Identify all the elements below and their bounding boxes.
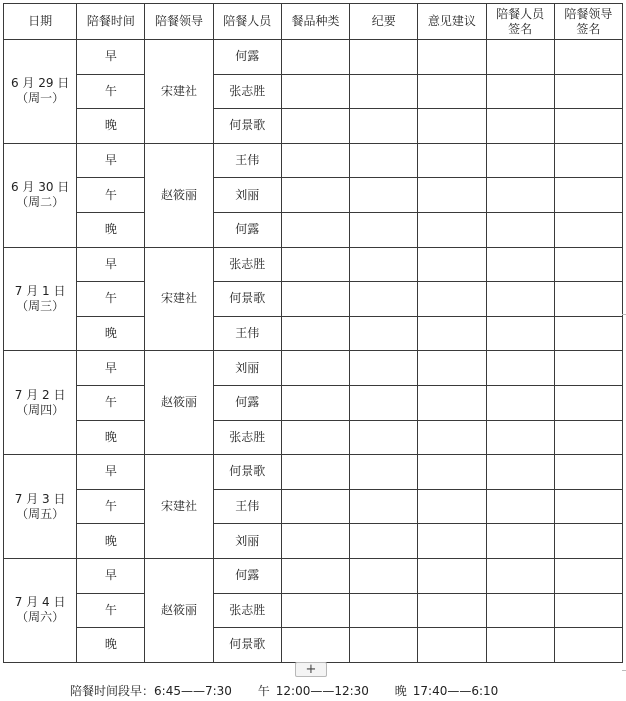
leader-cell: 赵筱丽 <box>145 558 213 662</box>
table-row <box>4 143 623 178</box>
staff-cell: 刘丽 <box>213 524 281 559</box>
notes-cell[interactable] <box>350 178 418 213</box>
suggestions-cell[interactable] <box>418 524 486 559</box>
food-type-cell[interactable] <box>281 40 349 75</box>
table-row <box>4 420 623 455</box>
suggestions-cell[interactable] <box>418 143 486 178</box>
leader-signature-cell[interactable] <box>554 593 622 628</box>
leader-signature-cell[interactable] <box>554 628 622 663</box>
food-type-cell[interactable] <box>281 143 349 178</box>
footer-label: 陪餐时间段早： <box>70 684 155 698</box>
weekday-text: （周六） <box>16 610 65 625</box>
table-row <box>4 385 623 420</box>
page-edge-marker <box>622 314 626 315</box>
meal-time-cell: 早 <box>77 247 145 282</box>
notes-cell[interactable] <box>350 247 418 282</box>
date-cell <box>4 351 77 455</box>
table-row <box>4 524 623 559</box>
food-type-cell[interactable] <box>281 385 349 420</box>
leader-signature-cell[interactable] <box>554 385 622 420</box>
notes-cell[interactable] <box>350 455 418 490</box>
meal-time-cell: 午 <box>77 74 145 109</box>
meal-time-cell: 早 <box>77 558 145 593</box>
staff-signature-cell[interactable] <box>486 455 554 490</box>
suggestions-cell[interactable] <box>418 489 486 524</box>
food-type-cell[interactable] <box>281 178 349 213</box>
leader-signature-cell[interactable] <box>554 212 622 247</box>
header-staff: 陪餐人员 <box>213 4 281 40</box>
leader-signature-cell[interactable] <box>554 420 622 455</box>
leader-cell: 宋建社 <box>145 40 213 144</box>
staff-cell: 何景歌 <box>213 282 281 317</box>
table-row <box>4 282 623 317</box>
notes-cell[interactable] <box>350 524 418 559</box>
meal-time-cell: 午 <box>77 489 145 524</box>
notes-cell[interactable] <box>350 282 418 317</box>
leader-signature-cell[interactable] <box>554 178 622 213</box>
food-type-cell[interactable] <box>281 74 349 109</box>
staff-signature-cell[interactable] <box>486 489 554 524</box>
meal-time-cell: 早 <box>77 351 145 386</box>
date-text: 6 月 30 日 <box>10 180 70 195</box>
leader-signature-cell[interactable] <box>554 351 622 386</box>
food-type-cell[interactable] <box>281 282 349 317</box>
table-row <box>4 455 623 490</box>
notes-cell[interactable] <box>350 385 418 420</box>
staff-signature-cell[interactable] <box>486 109 554 144</box>
notes-cell[interactable] <box>350 558 418 593</box>
meal-time-footer <box>70 682 498 698</box>
staff-cell: 刘丽 <box>213 351 281 386</box>
food-type-cell[interactable] <box>281 593 349 628</box>
table-row <box>4 40 623 75</box>
staff-signature-cell[interactable] <box>486 143 554 178</box>
meal-time-cell: 晚 <box>77 316 145 351</box>
staff-cell: 刘丽 <box>213 178 281 213</box>
suggestions-cell[interactable] <box>418 628 486 663</box>
table-row <box>4 109 623 144</box>
weekday-text: （周五） <box>16 506 65 521</box>
staff-signature-cell[interactable] <box>486 40 554 75</box>
suggestions-cell[interactable] <box>418 247 486 282</box>
footer-lunch-time: 12:00——12:30 <box>275 684 369 698</box>
weekday-text: （周四） <box>16 402 65 417</box>
leader-signature-cell[interactable] <box>554 247 622 282</box>
staff-cell: 何露 <box>213 212 281 247</box>
header-staff-signature-line1: 陪餐人员 <box>496 6 545 21</box>
suggestions-cell[interactable] <box>418 420 486 455</box>
staff-cell: 何景歌 <box>213 628 281 663</box>
date-text: 6 月 29 日 <box>10 76 70 91</box>
leader-signature-cell[interactable] <box>554 143 622 178</box>
header-leader: 陪餐领导 <box>145 4 213 40</box>
header-leader-signature-line2: 签名 <box>576 21 601 36</box>
notes-cell[interactable] <box>350 109 418 144</box>
suggestions-cell[interactable] <box>418 593 486 628</box>
date-text: 7 月 3 日 <box>14 491 66 506</box>
staff-signature-cell[interactable] <box>486 524 554 559</box>
header-food-type: 餐品种类 <box>281 4 349 40</box>
table-row <box>4 316 623 351</box>
food-type-cell[interactable] <box>281 455 349 490</box>
footer-dinner-time: 17:40——6:10 <box>412 684 499 698</box>
table-row <box>4 178 623 213</box>
meal-time-cell: 晚 <box>77 109 145 144</box>
meal-time-cell: 早 <box>77 40 145 75</box>
leader-signature-cell[interactable] <box>554 316 622 351</box>
staff-signature-cell[interactable] <box>486 420 554 455</box>
suggestions-cell[interactable] <box>418 109 486 144</box>
leader-signature-cell[interactable] <box>554 524 622 559</box>
table-row <box>4 628 623 663</box>
date-text: 7 月 1 日 <box>14 283 66 298</box>
staff-cell: 王伟 <box>213 143 281 178</box>
header-notes: 纪要 <box>350 4 418 40</box>
meal-time-cell: 早 <box>77 455 145 490</box>
add-row-button[interactable]: + <box>295 662 327 677</box>
header-date: 日期 <box>4 4 77 40</box>
leader-cell: 赵筱丽 <box>145 351 213 455</box>
staff-cell: 王伟 <box>213 489 281 524</box>
food-type-cell[interactable] <box>281 247 349 282</box>
staff-signature-cell[interactable] <box>486 558 554 593</box>
suggestions-cell[interactable] <box>418 455 486 490</box>
leader-signature-cell[interactable] <box>554 40 622 75</box>
food-type-cell[interactable] <box>281 109 349 144</box>
leader-cell: 宋建社 <box>145 455 213 559</box>
suggestions-cell[interactable] <box>418 558 486 593</box>
notes-cell[interactable] <box>350 212 418 247</box>
suggestions-cell[interactable] <box>418 385 486 420</box>
notes-cell[interactable] <box>350 593 418 628</box>
notes-cell[interactable] <box>350 74 418 109</box>
header-leader-signature <box>554 4 622 40</box>
food-type-cell[interactable] <box>281 489 349 524</box>
staff-signature-cell[interactable] <box>486 247 554 282</box>
suggestions-cell[interactable] <box>418 316 486 351</box>
staff-signature-cell[interactable] <box>486 593 554 628</box>
date-cell <box>4 247 77 351</box>
table-row <box>4 247 623 282</box>
suggestions-cell[interactable] <box>418 212 486 247</box>
table-row <box>4 212 623 247</box>
notes-cell[interactable] <box>350 143 418 178</box>
date-cell <box>4 40 77 144</box>
staff-signature-cell[interactable] <box>486 212 554 247</box>
table-row <box>4 593 623 628</box>
meal-time-cell: 晚 <box>77 524 145 559</box>
staff-cell: 何景歌 <box>213 455 281 490</box>
table-row <box>4 558 623 593</box>
notes-cell[interactable] <box>350 628 418 663</box>
table-row <box>4 489 623 524</box>
header-staff-signature-line2: 签名 <box>508 21 533 36</box>
date-cell <box>4 455 77 559</box>
staff-cell: 张志胜 <box>213 593 281 628</box>
table-row <box>4 74 623 109</box>
meal-accompaniment-schedule-table <box>3 3 623 663</box>
footer-dinner-label: 晚 <box>394 684 407 698</box>
food-type-cell[interactable] <box>281 420 349 455</box>
header-staff-signature <box>486 4 554 40</box>
date-cell <box>4 558 77 662</box>
staff-cell: 张志胜 <box>213 74 281 109</box>
meal-time-cell: 晚 <box>77 628 145 663</box>
footer-breakfast-time: 6:45——7:30 <box>154 684 232 698</box>
suggestions-cell[interactable] <box>418 178 486 213</box>
leader-signature-cell[interactable] <box>554 489 622 524</box>
staff-signature-cell[interactable] <box>486 385 554 420</box>
staff-signature-cell[interactable] <box>486 351 554 386</box>
footer-lunch-label: 午 <box>257 684 270 698</box>
meal-time-cell: 午 <box>77 593 145 628</box>
notes-cell[interactable] <box>350 316 418 351</box>
weekday-text: （周二） <box>16 195 65 210</box>
staff-cell: 王伟 <box>213 316 281 351</box>
suggestions-cell[interactable] <box>418 282 486 317</box>
suggestions-cell[interactable] <box>418 351 486 386</box>
notes-cell[interactable] <box>350 420 418 455</box>
staff-signature-cell[interactable] <box>486 316 554 351</box>
header-leader-signature-line1: 陪餐领导 <box>564 6 613 21</box>
header-meal-time: 陪餐时间 <box>77 4 145 40</box>
meal-time-cell: 早 <box>77 143 145 178</box>
staff-signature-cell[interactable] <box>486 178 554 213</box>
food-type-cell[interactable] <box>281 351 349 386</box>
weekday-text: （周三） <box>16 298 65 313</box>
suggestions-cell[interactable] <box>418 74 486 109</box>
food-type-cell[interactable] <box>281 316 349 351</box>
food-type-cell[interactable] <box>281 558 349 593</box>
leader-cell: 赵筱丽 <box>145 143 213 247</box>
staff-cell: 何景歌 <box>213 109 281 144</box>
staff-signature-cell[interactable] <box>486 628 554 663</box>
staff-cell: 何露 <box>213 40 281 75</box>
weekday-text: （周一） <box>16 91 65 106</box>
staff-cell: 张志胜 <box>213 420 281 455</box>
header-suggestions: 意见建议 <box>418 4 486 40</box>
date-text: 7 月 4 日 <box>14 595 66 610</box>
staff-cell: 何露 <box>213 385 281 420</box>
food-type-cell[interactable] <box>281 212 349 247</box>
notes-cell[interactable] <box>350 40 418 75</box>
suggestions-cell[interactable] <box>418 40 486 75</box>
meal-time-cell: 午 <box>77 385 145 420</box>
staff-cell: 何露 <box>213 558 281 593</box>
date-cell <box>4 143 77 247</box>
staff-signature-cell[interactable] <box>486 74 554 109</box>
page-edge-marker <box>622 670 626 671</box>
leader-signature-cell[interactable] <box>554 558 622 593</box>
food-type-cell[interactable] <box>281 524 349 559</box>
header-row <box>4 4 623 40</box>
meal-time-cell: 晚 <box>77 420 145 455</box>
table-row <box>4 351 623 386</box>
date-text: 7 月 2 日 <box>14 387 66 402</box>
staff-signature-cell[interactable] <box>486 282 554 317</box>
leader-signature-cell[interactable] <box>554 74 622 109</box>
leader-cell: 宋建社 <box>145 247 213 351</box>
leader-signature-cell[interactable] <box>554 282 622 317</box>
meal-time-cell: 午 <box>77 282 145 317</box>
food-type-cell[interactable] <box>281 628 349 663</box>
meal-time-cell: 晚 <box>77 212 145 247</box>
staff-cell: 张志胜 <box>213 247 281 282</box>
leader-signature-cell[interactable] <box>554 455 622 490</box>
meal-time-cell: 午 <box>77 178 145 213</box>
notes-cell[interactable] <box>350 351 418 386</box>
notes-cell[interactable] <box>350 489 418 524</box>
leader-signature-cell[interactable] <box>554 109 622 144</box>
